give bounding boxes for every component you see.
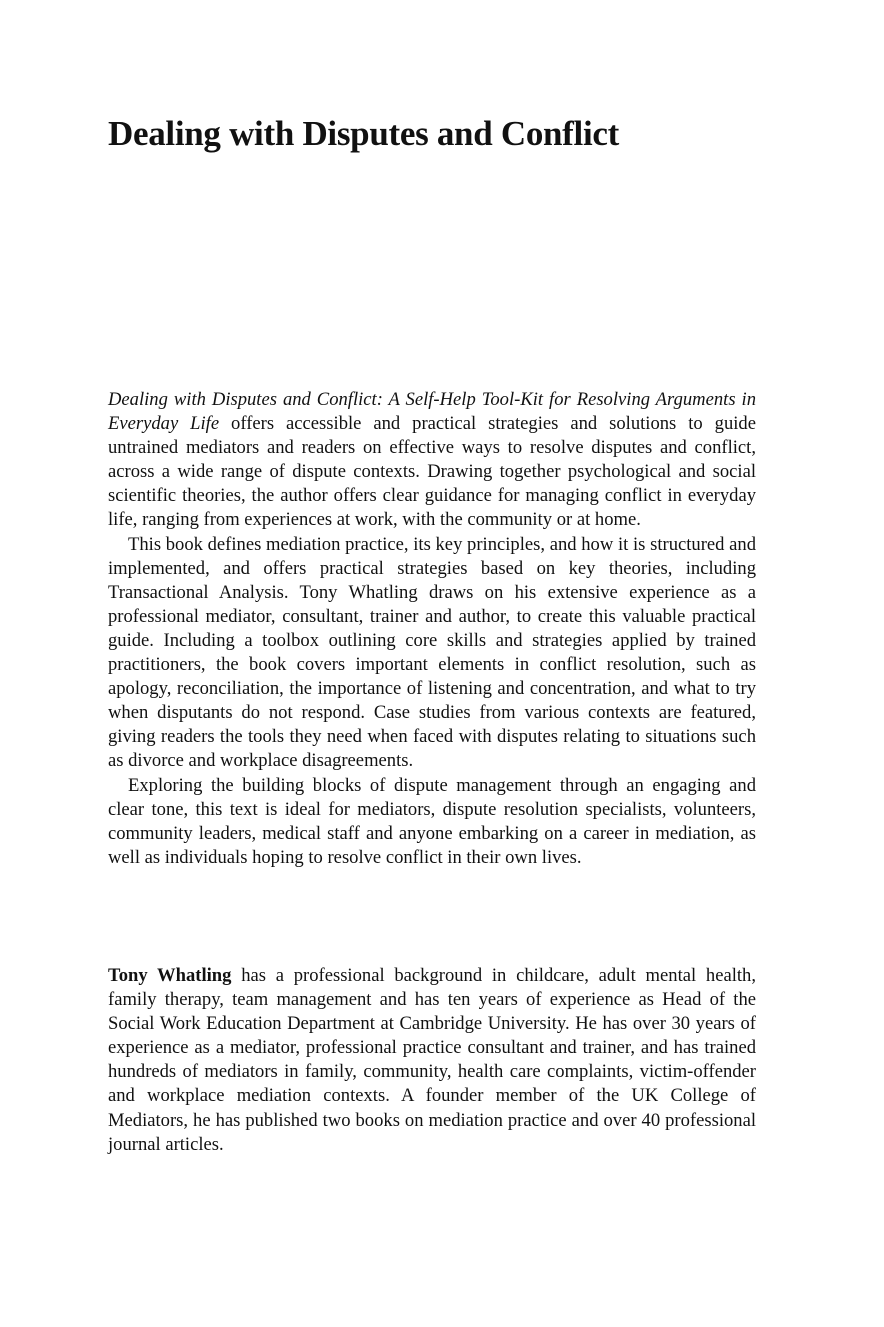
author-name: Tony Whatling xyxy=(108,965,232,986)
description-paragraph-1-text: offers accessible and practical strategies and solutions to guide untrained mediators and readers on effective ways to resolve disputes and conflict, across a wide range of dispute contexts. Drawing together psychological and social scientific theories, the author offers clear guidance for managing conflict in everyday life, ranging from experiences at work, with the community or at home. xyxy=(108,413,756,531)
description-paragraph-3: Exploring the building blocks of dispute management through an engaging and clear tone, this text is ideal for mediators, dispute resolution specialists, volunteers, community leaders, medical staff and anyone embarking on a career in mediation, as well as individuals hoping to resolve conflict in their own lives. xyxy=(108,774,756,868)
description-paragraph-2: This book defines mediation practice, its key principles, and how it is structured and implemented, and offers practical strategies based on key theories, including Transactional Analysis. Tony Whatling draws on his extensive experience as a professional mediator, consultant, trainer and author, to create this valuable practical guide. Including a toolbox outlining core skills and strategies applied by trained practitioners, the book covers important elements in conflict resolution, such as apology, reconciliation, the importance of listening and concentration, and what to try when disputants do not respond. Case studies from various contexts are featured, giving readers the tools they need when faced with disputes relating to situations such as divorce and workplace disagreements. xyxy=(108,533,756,772)
author-bio-paragraph xyxy=(108,964,756,1157)
book-description xyxy=(108,388,756,870)
book-full-title: Dealing with Disputes and Conflict: A Self-Help Tool-Kit for Resolving Arguments in Everyday Life xyxy=(108,389,756,435)
author-bio-text: has a professional background in childcare, adult mental health, family therapy, team management and has ten years of experience as Head of the Social Work Education Department at Cambridge University. He has over 30 years of experience as a mediator, professional practice consultant and trainer, and has trained hundreds of mediators in family, community, health care complaints, victim-offender and workplace mediation contexts. A founder member of the UK College of Mediators, he has published two books on mediation practice and over 40 professional journal articles. xyxy=(108,965,756,1155)
description-paragraph-1 xyxy=(108,388,756,533)
author-bio xyxy=(108,964,756,1157)
page-title: Dealing with Disputes and Conflict xyxy=(108,114,619,153)
